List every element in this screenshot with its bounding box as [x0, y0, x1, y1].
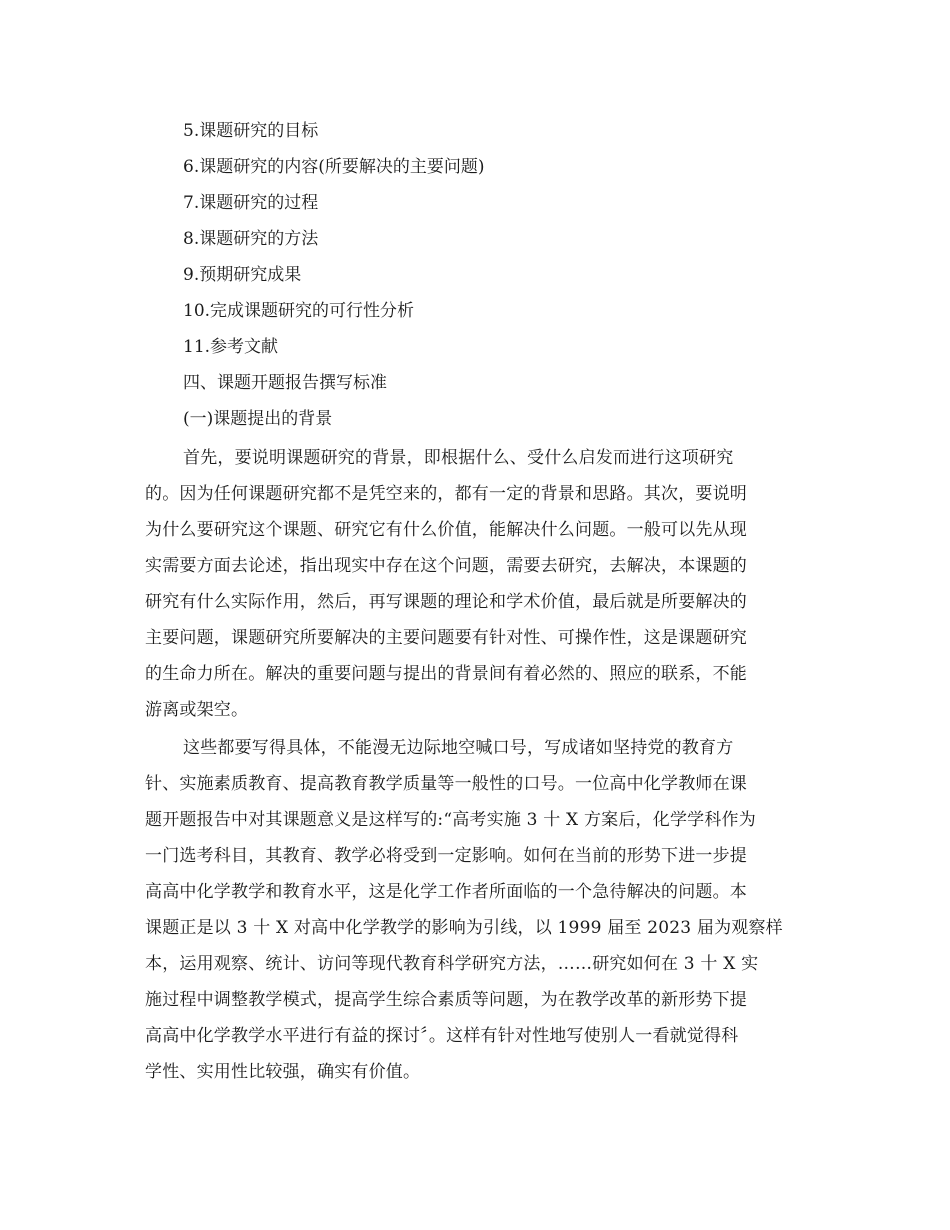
subsection-heading: (一)课题提出的背景: [183, 409, 333, 429]
paragraph-line: 高高中化学教学水平进行有益的探讨〞。这样有针对性地写使别人一看就觉得科: [145, 1026, 739, 1046]
paragraph-line: 研究有什么实际作用，然后，再写课题的理论和学术价值，最后就是所要解决的: [145, 592, 747, 612]
paragraph-line: 首先，要说明课题研究的背景，即根据什么、受什么启发而进行这项研究: [183, 448, 734, 468]
section-heading: 四、课题开题报告撰写标准: [183, 373, 387, 393]
paragraph-line: 高高中化学教学和教育水平，这是化学工作者所面临的一个急待解决的问题。本: [145, 882, 747, 902]
paragraph-line: 学性、实用性比较强，确实有价值。: [145, 1062, 421, 1082]
paragraph-line: 游离或架空。: [145, 700, 249, 720]
paragraph-line: 题开题报告中对其课题意义是这样写的:“高考实施 3 十 X 方案后，化学学科作为: [145, 810, 756, 830]
paragraph-line: 课题正是以 3 十 X 对高中化学教学的影响为引线，以 1999 届至 2023 届为观察样: [145, 918, 783, 938]
outline-item: 5.课题研究的目标: [183, 121, 319, 141]
outline-item: 7.课题研究的过程: [183, 193, 319, 213]
paragraph-line: 本，运用观察、统计、访问等现代教育科学研究方法，……研究如何在 3 十 X 实: [145, 954, 759, 974]
outline-item: 6.课题研究的内容(所要解决的主要问题): [183, 157, 485, 177]
paragraph-line: 这些都要写得具体，不能漫无边际地空喊口号，写成诸如坚持党的教育方: [183, 738, 734, 758]
outline-item: 8.课题研究的方法: [183, 229, 319, 249]
outline-item: 11.参考文献: [183, 337, 279, 357]
paragraph-line: 的生命力所在。解决的重要问题与提出的背景间有着必然的、照应的联系，不能: [145, 664, 747, 684]
paragraph-line: 一门选考科目，其教育、教学必将受到一定影响。如何在当前的形势下进一步提: [145, 846, 747, 866]
paragraph-line: 的。因为任何课题研究都不是凭空来的，都有一定的背景和思路。其次，要说明: [145, 484, 747, 504]
paragraph-line: 针、实施素质教育、提高教育教学质量等一般性的口号。一位高中化学教师在课: [145, 774, 747, 794]
outline-item: 9.预期研究成果: [183, 265, 302, 285]
paragraph-line: 主要问题，课题研究所要解决的主要问题要有针对性、可操作性，这是课题研究: [145, 628, 747, 648]
outline-item: 10.完成课题研究的可行性分析: [183, 301, 415, 321]
paragraph-line: 施过程中调整教学模式，提高学生综合素质等问题，为在教学改革的新形势下提: [145, 990, 747, 1010]
paragraph-line: 实需要方面去论述，指出现实中存在这个问题，需要去研究，去解决，本课题的: [145, 556, 747, 576]
paragraph-line: 为什么要研究这个课题、研究它有什么价值，能解决什么问题。一般可以先从现: [145, 520, 747, 540]
